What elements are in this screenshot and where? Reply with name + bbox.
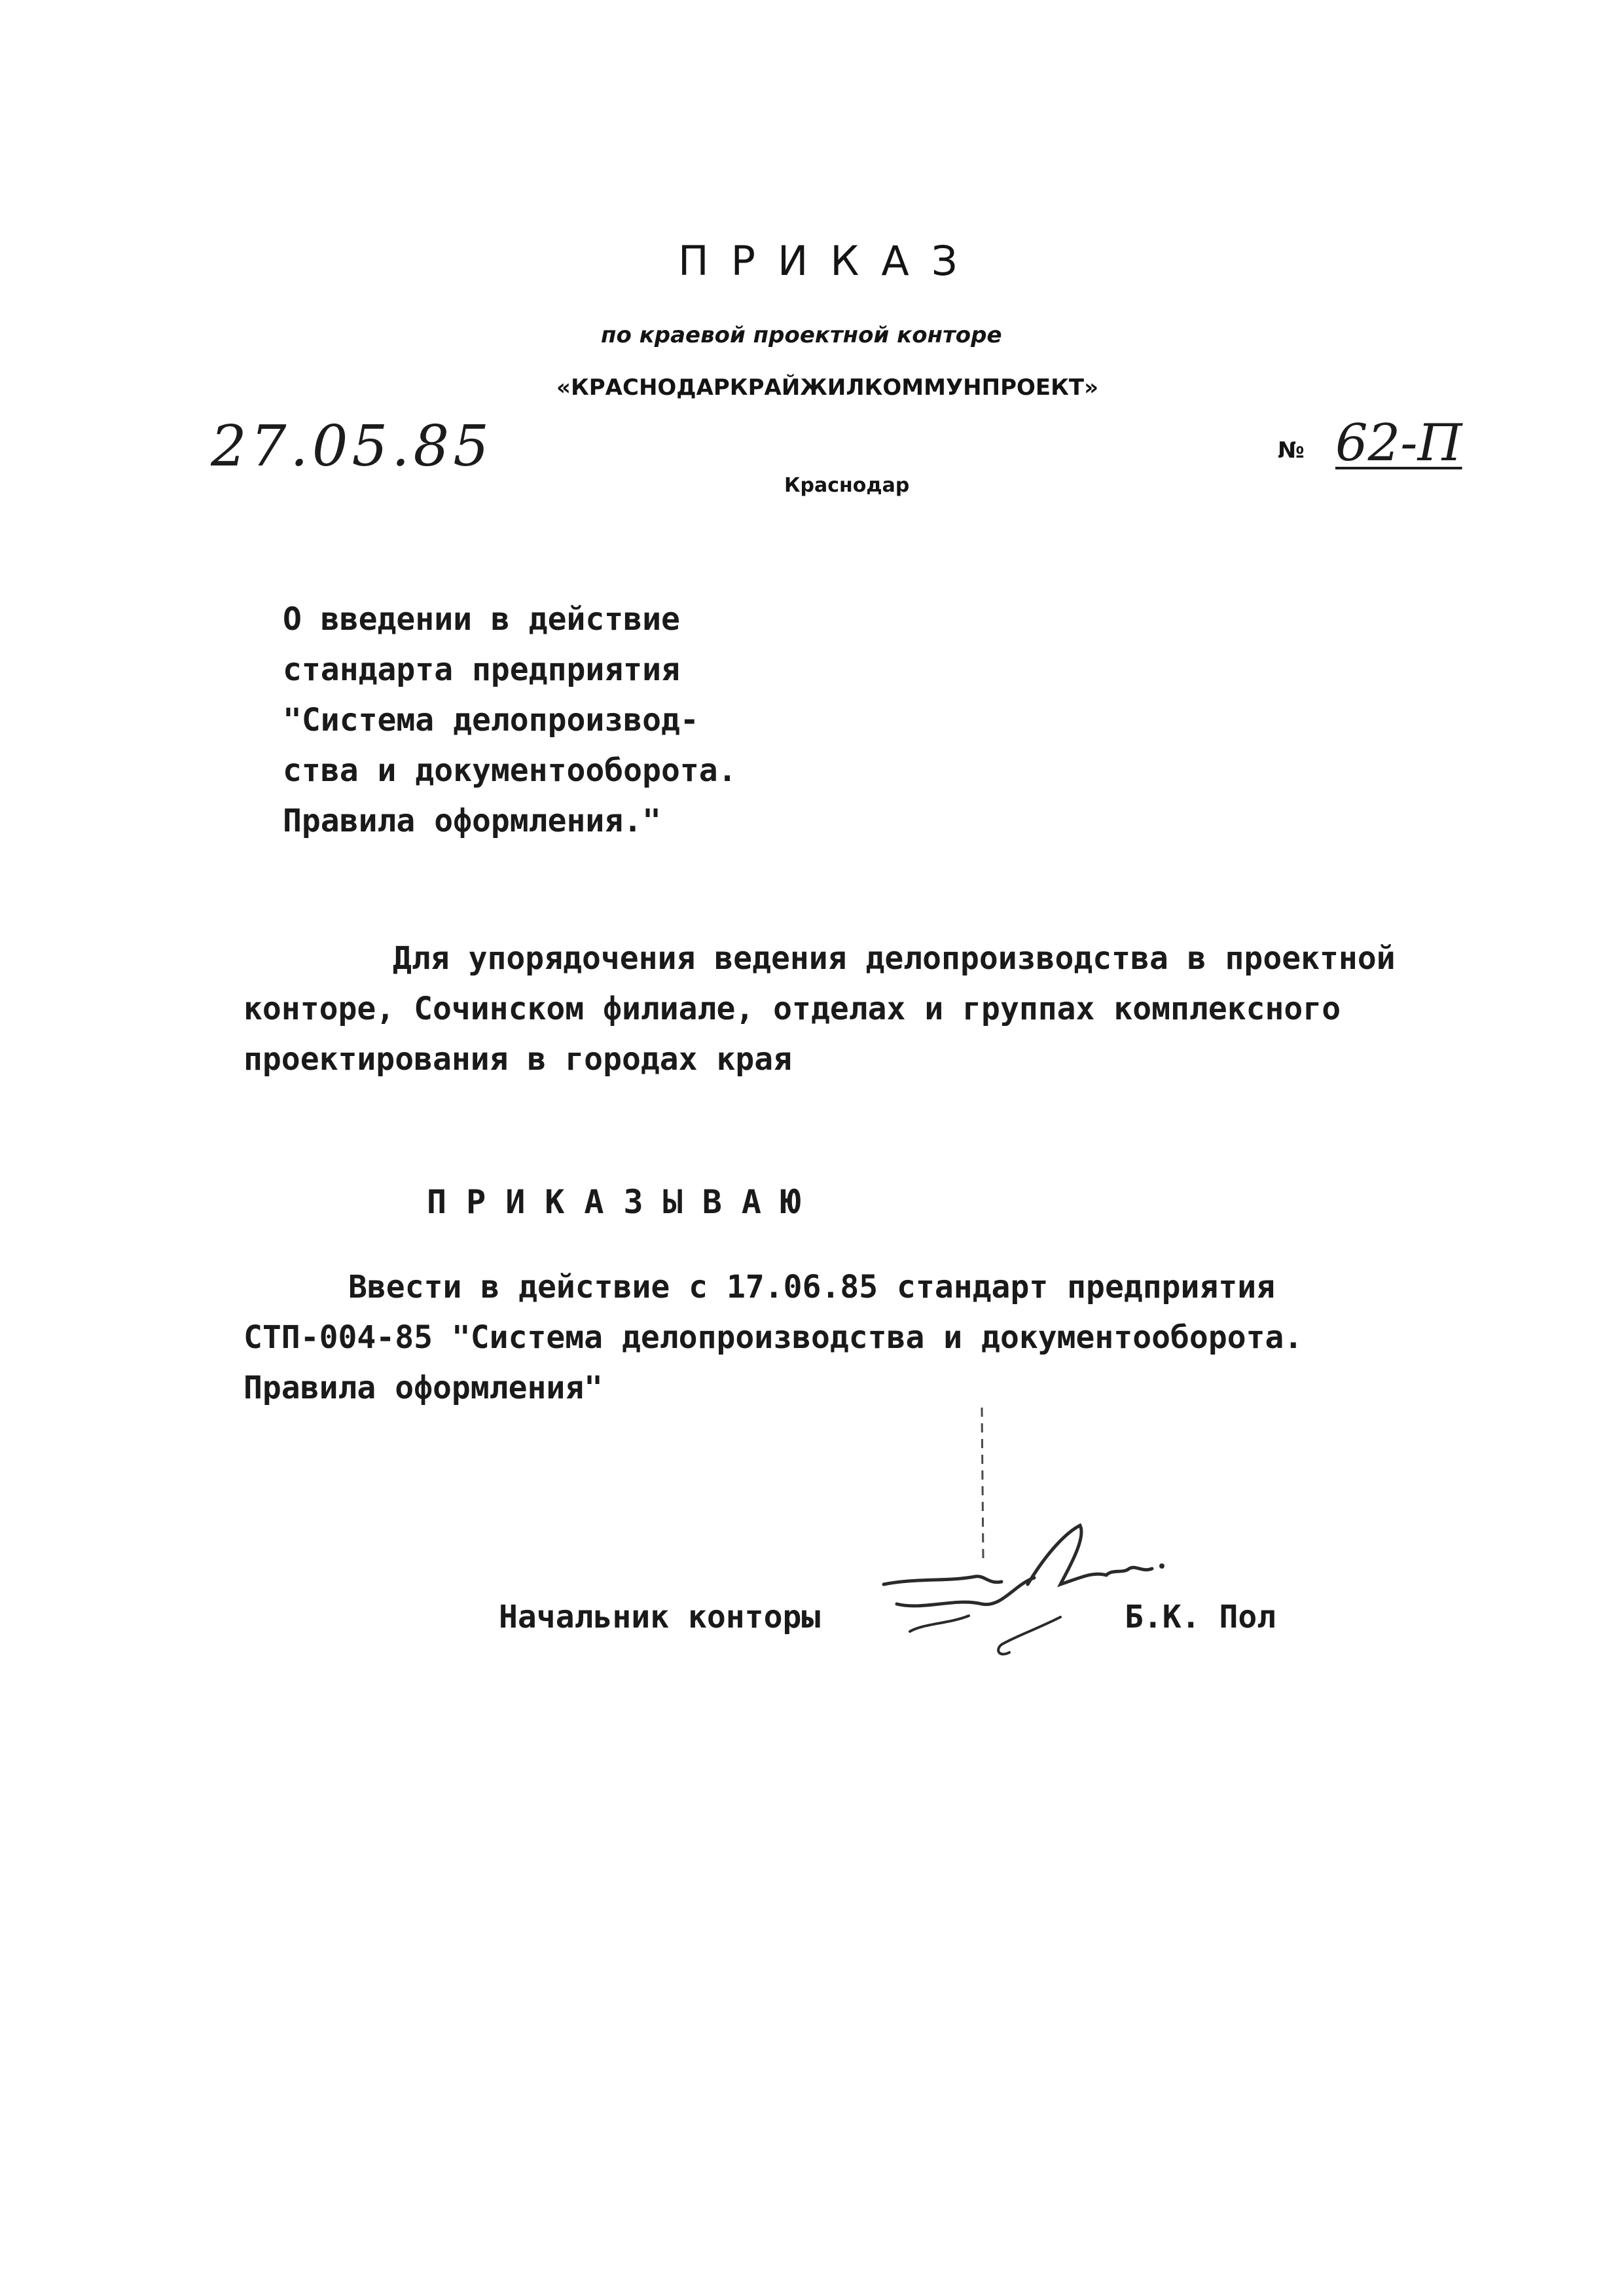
order-number: 62-П (1335, 414, 1462, 473)
body-line: Ввести в действие с 17.06.85 стандарт предприятия (348, 1269, 1276, 1305)
subject-line: Правила оформления." (283, 803, 661, 839)
signatory-name: Б.К. Пол (1125, 1599, 1276, 1635)
order-subject (283, 594, 737, 847)
order-date: 27.05.85 (211, 414, 493, 479)
order-number-prefix: № (1278, 437, 1305, 464)
organization-line-2: «КРАСНОДАРКРАЙЖИЛКОММУНПРОЕКТ» (556, 374, 1099, 401)
handwritten-signature (871, 1388, 1211, 1689)
subject-line: стандарта предприятия (283, 651, 680, 688)
body-line: СТП-004-85 "Система делопроизводства и документооборота. (244, 1319, 1303, 1356)
order-preamble (244, 934, 1396, 1085)
preamble-line: Для упорядочения ведения делопроизводства в проектной (393, 940, 1396, 977)
subject-line: ства и документооборота. (283, 752, 737, 789)
document-title: ПРИКАЗ (678, 237, 980, 285)
subject-line: О введении в действие (283, 601, 680, 638)
body-line: Правила оформления" (244, 1370, 604, 1406)
organization-line-1: по краевой проектной конторе (601, 322, 1002, 348)
city-label: Краснодар (784, 474, 910, 497)
preamble-line: конторе, Сочинском филиале, отделах и группах комплексного (244, 991, 1341, 1027)
signatory-role: Начальник конторы (499, 1599, 821, 1635)
order-directive-word: ПРИКАЗЫВАЮ (427, 1183, 821, 1221)
subject-line: "Система делопроизвод- (283, 702, 699, 738)
preamble-line: проектирования в городах края (244, 1041, 793, 1078)
